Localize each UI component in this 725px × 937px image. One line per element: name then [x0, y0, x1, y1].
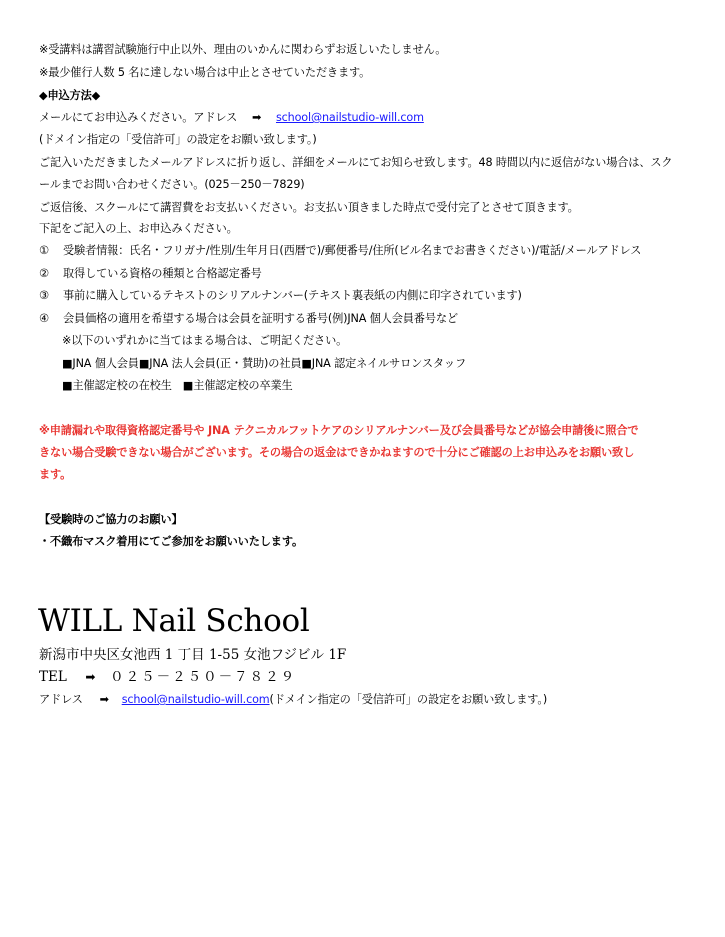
- arrow-icon: ➡: [99, 693, 109, 706]
- tel-line: [39, 668, 296, 686]
- list-item: [39, 244, 641, 258]
- list-item: [39, 267, 262, 281]
- sub-note: ※以下のいずれかに当てはまる場合は、ご明記ください。: [62, 334, 348, 347]
- warning-line-2: きない場合受験できない場合がございます。その場合の返金はできかねますので十分にご確認の上お申込みをお願い致し: [39, 446, 635, 459]
- member-line-2: ■主催認定校の在校生 ■主催認定校の卒業生: [62, 379, 293, 392]
- list-item-number: ②: [39, 267, 49, 280]
- email-link[interactable]: school@nailstudio-will.com: [275, 111, 424, 124]
- apply-heading: ◆申込方法◆: [39, 89, 101, 102]
- reply-line-1: ご記入いただきましたメールアドレスに折り返し、詳細をメールにてお知らせ致します。48 時間以内に返信がない場合は、スク: [39, 156, 673, 169]
- exam-heading: 【受験時のご協力のお願い】: [39, 513, 183, 526]
- payment-note: ご返信後、スクールにて講習費をお支払いください。お支払い頂きました時点で受付完了とさせて頂きます。: [39, 201, 579, 214]
- list-item-text: 会員価格の適用を希望する場合は会員を証明する番号(例)JNA 個人会員番号など: [63, 312, 458, 325]
- footer-email-line: [39, 693, 547, 707]
- list-item-text: 受験者情報：氏名・フリガナ/性別/生年月日(西暦で)/郵便番号/住所(ビル名までお書きください)/電話/メールアドレス: [63, 244, 642, 257]
- list-item-text: 事前に購入しているテキストのシリアルナンバー(テキスト裏表紙の内側に印字されています): [63, 289, 522, 302]
- email-label: アドレス: [39, 693, 83, 706]
- member-line-1: ■JNA 個人会員■JNA 法人会員(正・賛助)の社員■JNA 認定ネイルサロンスタッフ: [62, 357, 466, 370]
- school-name: WILL Nail School: [38, 603, 310, 639]
- list-item-text: 取得している資格の種類と合格認定番号: [63, 267, 262, 280]
- tel-number: ０２５－２５０－７８２９: [110, 669, 297, 685]
- arrow-icon: ➡: [251, 111, 262, 124]
- reply-line-2: ールまでお問い合わせください。(025－250－7829): [39, 178, 305, 191]
- school-address: 新潟市中央区女池西 1 丁目 1-55 女池フジビル 1F: [39, 647, 347, 663]
- email-intro: メールにてお申込みください。アドレス: [39, 111, 238, 124]
- mask-note: ・不織布マスク着用にてご参加をお願いいたします。: [39, 535, 304, 548]
- fill-in-note: 下記をご記入の上、お申込みください。: [39, 222, 238, 235]
- warning-line-1: ※申請漏れや取得資格認定番号や JNA テクニカルフットケアのシリアルナンバー及び会員番号などが協会申請後に照合で: [39, 424, 639, 437]
- arrow-icon: ➡: [85, 670, 96, 684]
- list-item-number: ①: [39, 244, 49, 257]
- list-item-number: ③: [39, 289, 49, 302]
- list-item: [39, 312, 458, 326]
- list-item-number: ④: [39, 312, 49, 325]
- warning-line-3: ます。: [39, 468, 72, 481]
- footer-domain-note: (ドメイン指定の「受信許可」の設定をお願い致します。): [269, 693, 548, 706]
- tel-label: TEL: [39, 669, 67, 685]
- domain-note: (ドメイン指定の「受信許可」の設定をお願い致します。): [39, 133, 317, 146]
- min-people-note: ※最少催行人数 5 名に達しない場合は中止とさせていただきます。: [39, 66, 371, 79]
- footer-email-link[interactable]: school@nailstudio-will.com: [121, 693, 270, 706]
- refund-note: ※受講料は講習試験施行中止以外、理由のいかんに関わらずお返しいたしません。: [39, 43, 447, 56]
- email-line: [39, 111, 424, 125]
- list-item: [39, 289, 522, 303]
